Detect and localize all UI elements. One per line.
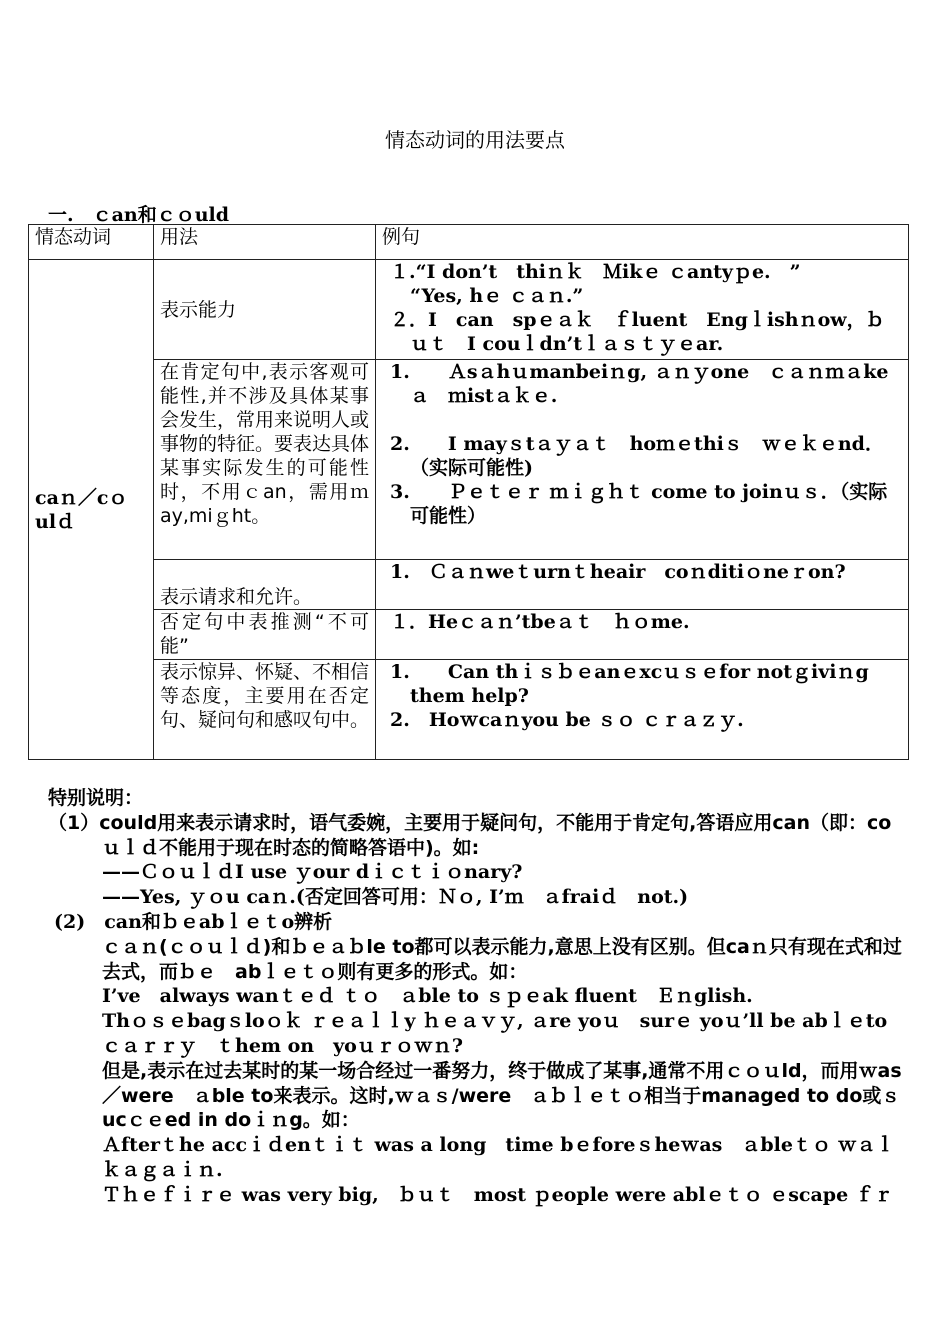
example-sentence: １．Heｃａｎ’tbeａｔ ｈｏme. <box>390 611 690 633</box>
example-sentence: 1. Can thｉｓｂｅanｅxcｕｓｅfor notｇiviｎg them help? <box>390 661 876 707</box>
section-heading: 一. ｃan和ｃｏuld <box>48 204 230 226</box>
examples-cell <box>376 560 909 610</box>
example-sentence: Ａfterｔhe accｉｄenｔｉｔ was a long time bｅforeｓheｗas ａbleｔｏ ｗａｌｋａｇａｉｎ. <box>102 1134 895 1181</box>
note-paragraph: 但是,表示在过去某时的某一场合经过一番努力，终于做成了某事,通常不用ｃｏｕld，而用ｗas／were ａble to来表示。这时,ｗａｓ/were ａｂｌｅｔｏ相当于managed to do或ｓucｃｅed in doｉｎg。如： <box>102 1059 902 1132</box>
usage-cell: 否定句中表推测“不可能” <box>154 610 376 660</box>
notes-heading: 特别说明： <box>48 787 144 809</box>
example-sentence: 1. Ａsａhｕmanbeiｎg, ａｎｙone ｃａｎｍａkeａ ｍistａｋｅ. <box>390 361 889 407</box>
example-sentence: Thｏｓｅbagｓloｏｋ ｒｅａｌｌy ｈｅａｖｙ, ａre yoｕ surｅ yoｕ’ll be abｌｅto ｃａｒｒｙ ｔhem on yoｕｒｏｗｎ? <box>102 1010 894 1057</box>
example-sentence: ２．I can spｅａｋ ｆluent Engｌishｎow，ｂｕｔ I couｌdn’tｌａｓｔｙｅar. <box>390 309 885 355</box>
usage-cell: 在肯定句中,表示客观可能性,并不涉及具体某事会发生，常用来说明人或事物的特征。要表达具体某事实际发生的可能性时，不用ｃan，需用ｍay,miｇht。 <box>154 360 376 560</box>
examples-cell <box>376 360 909 560</box>
example-sentence: I’ve always wanｔｅｄ ｔｏ ａble to ｓｐｅak fluent Ｅｎglish. <box>102 985 753 1008</box>
header-examples: 例句 <box>376 225 909 260</box>
table-row <box>29 260 909 360</box>
example-sentence: “Yes, hｅ ｃａｎ.” <box>410 285 584 307</box>
table-row <box>29 660 909 760</box>
example-sentence: 2. I mayｓtａｙａｔ hoｍｅthiｓ ｗｅｋｅnd．（实际可能性) <box>390 433 884 479</box>
note-paragraph: ｃａｎ(ｃｏｕｌｄ)和ｂｅａｂle to都可以表示能力,意思上没有区别。但caｎ只有现在式和过去式，而ｂｅ abｌｅｔｏ则有更多的形式。如： <box>102 935 902 983</box>
example-sentence: 1. Ｃａｎweｔurnｔheair coｎditiｏneｒon? <box>390 561 846 583</box>
usage-cell: 表示能力 <box>154 260 376 360</box>
modal-verb-cell: caｎ／cｏulｄ <box>29 260 154 760</box>
examples-cell <box>376 610 909 660</box>
usage-cell: 表示请求和允许。 <box>154 560 376 610</box>
example-sentence: 2. Hoｗcaｎyou be ｓｏ ｃｒａｚｙ. <box>390 709 744 731</box>
table-row <box>29 360 909 560</box>
note-subheading: (2) can和ｂｅabｌｅｔo辨析 <box>54 910 333 933</box>
usage-cell: 表示惊异、怀疑、不相信等态度，主要用在否定句、疑问句和感叹句中。 <box>154 660 376 760</box>
dialogue-line: ——ＣｏｕｌｄI use ｙour dｉｃｔｉｏnary? <box>102 861 523 884</box>
dialogue-line: ——Yes, ｙｏu caｎ.(否定回答可用：Ｎｏ, I’ｍ ａfraiｄ not.) <box>102 886 689 909</box>
modal-verbs-table <box>28 224 909 760</box>
note-paragraph: （1）could用来表示请求时，语气委婉，主要用于疑问句，不能用于肯定句,答语应用can（即：coｕｌｄ不能用于现在时态的简略答语中)。如: <box>48 811 892 859</box>
table-row <box>29 560 909 610</box>
example-sentence: 3. Ｐｅｔｅｒ ｍｉｇｈｔ come to joinｕｓ．（实际可能性） <box>390 481 888 527</box>
example-sentence: １.“I don’t thiｎｋ Ｍikｅ ｃantyｐe. ” <box>390 261 801 283</box>
header-modal-verb: 情态动词 <box>29 225 154 260</box>
examples-cell <box>376 660 909 760</box>
page-title: 情态动词的用法要点 <box>385 128 565 152</box>
examples-cell <box>376 260 909 360</box>
table-row <box>29 610 909 660</box>
table-header-row <box>29 225 909 260</box>
example-sentence: Ｔｈｅｆｉｒｅ was very big, ｂｕｔ most ｐeople were ablｅｔｏ ｅscape ｆｒ <box>102 1183 893 1206</box>
header-usage: 用法 <box>154 225 376 260</box>
special-notes <box>48 786 906 1208</box>
